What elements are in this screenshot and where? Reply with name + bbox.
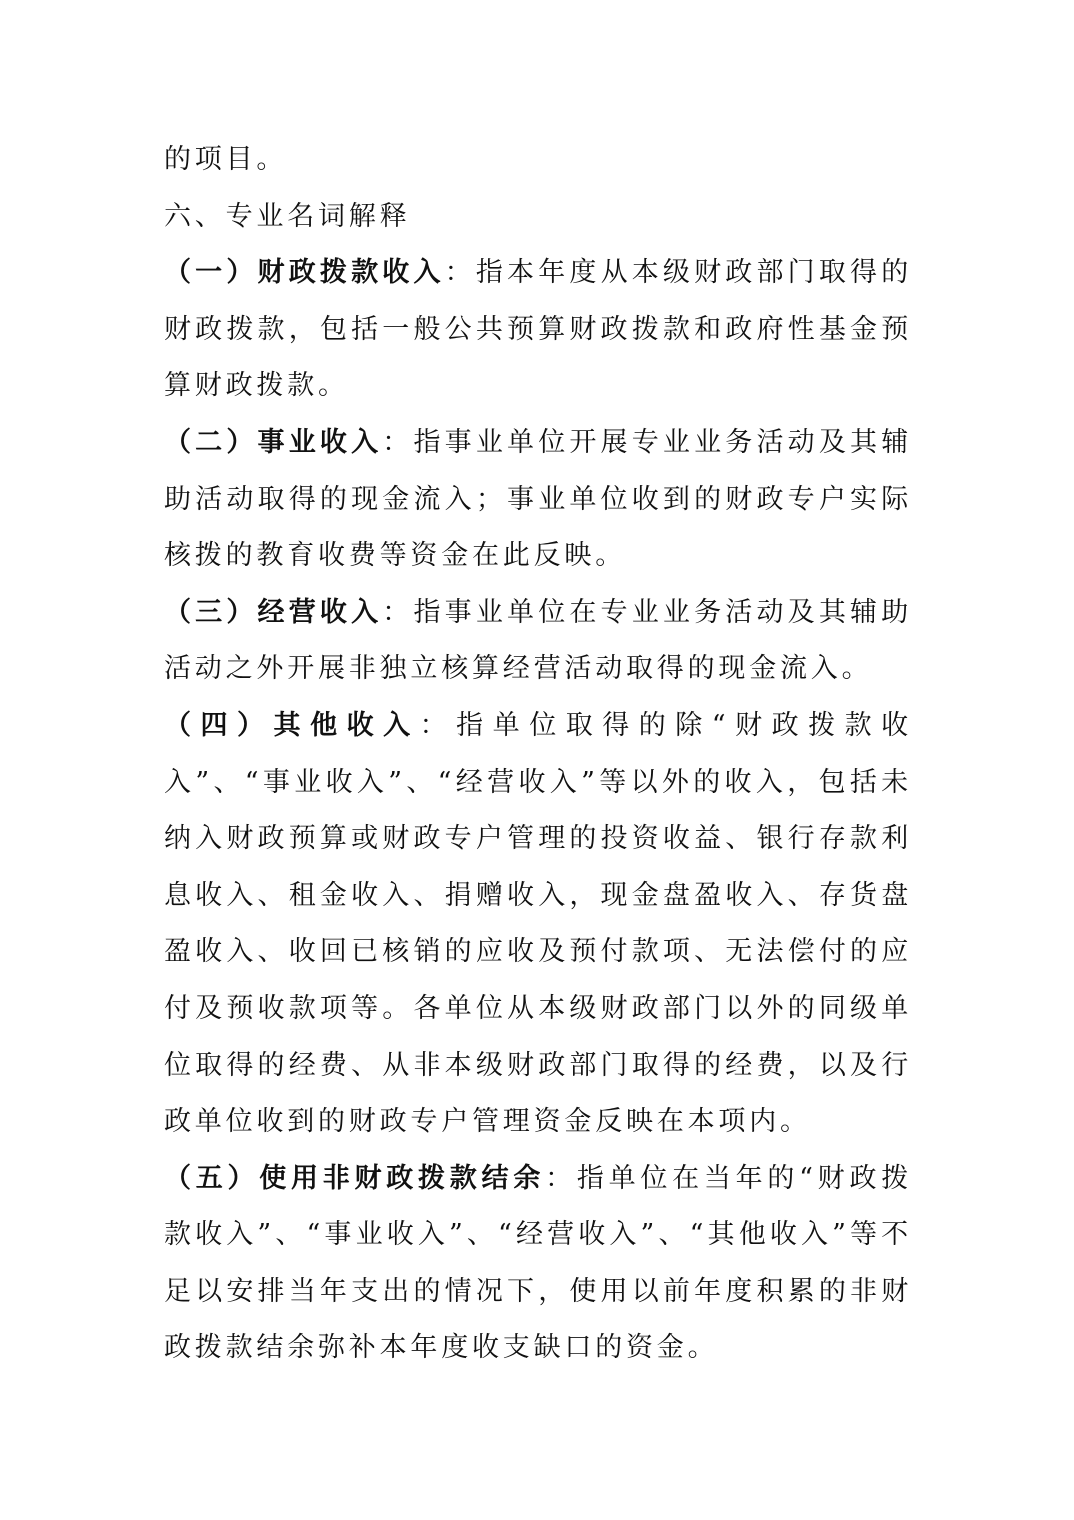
- definition-body: ：指单位取得的除“财政拨款收入”、“事业收入”、“经营收入”等以外的收入，包括未纳入财政预算或财政专户管理的投资收益、银行存款利息收入、租金收入、捐赠收入，现金盘盈收入、存货盘盈收入、收回已核销的应收及预付款项、无法偿付的应付及预收款项等。各单位从本级财政部门以外的同级单位取得的经费、从非本级财政部门取得的经费，以及行政单位收到的财政专户管理资金反映在本项内。: [164, 709, 912, 1138]
- continuation-text: 的项目。: [164, 144, 288, 175]
- definition-paragraph: [164, 1151, 912, 1377]
- definition-body: ：指事业单位开展专业业务活动及其辅助活动取得的现金流入；事业单位收到的财政专户实际核拨的教育收费等资金在此反映。: [164, 426, 912, 572]
- definition-term: （四）其他收入: [164, 709, 420, 741]
- definition-term: （三）经营收入: [164, 596, 383, 628]
- definition-term: （二）事业收入: [164, 426, 383, 458]
- definition-paragraph: [164, 698, 912, 1151]
- document-body: [164, 132, 912, 1377]
- definition-paragraph: [164, 245, 912, 415]
- definition-body: ：指单位在当年的“财政拨款收入”、“事业收入”、“经营收入”、“其他收入”等不足以安排当年支出的情况下，使用以前年度积累的非财政拨款结余弥补本年度收支缺口的资金。: [164, 1162, 912, 1364]
- definition-term: （一）财政拨款收入: [164, 257, 445, 289]
- definition-paragraph: [164, 415, 912, 585]
- definition-body: ：指事业单位在专业业务活动及其辅助活动之外开展非独立核算经营活动取得的现金流入。: [164, 596, 912, 685]
- section-heading: 六、专业名词解释: [164, 200, 411, 232]
- definition-paragraph: [164, 585, 912, 698]
- definition-term: （五）使用非财政拨款结余: [164, 1162, 546, 1194]
- definition-body: ：指本年度从本级财政部门取得的财政拨款，包括一般公共预算财政拨款和政府性基金预算财政拨款。: [164, 257, 913, 402]
